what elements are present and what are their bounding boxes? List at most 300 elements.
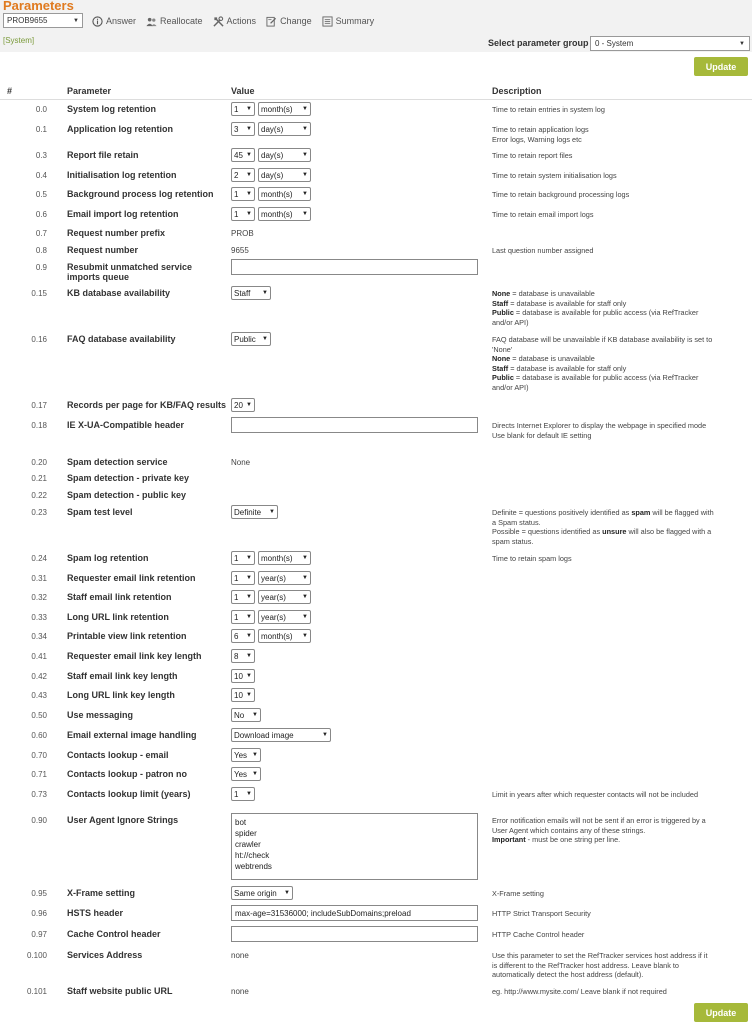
description-text: will be flagged with a Spam status.	[492, 508, 714, 527]
unit-select-value: month(s)	[261, 104, 293, 114]
parameter-name: Records per page for KB/FAQ results	[67, 400, 227, 410]
parameter-value	[231, 505, 278, 519]
description-text: Definite = questions positively identified as	[492, 508, 632, 517]
parameter-name: Application log retention	[67, 124, 173, 134]
value-select-value: 10	[234, 690, 243, 700]
parameter-number: 0.6	[35, 210, 47, 219]
value-select[interactable]	[231, 787, 255, 801]
chevron-down-icon: ▼	[246, 211, 252, 217]
value-select-value: 6	[234, 631, 239, 641]
parameter-value	[231, 551, 311, 565]
parameter-value	[231, 886, 293, 900]
parameter-number: 0.73	[31, 790, 47, 799]
description-line: Error logs, Warning logs etc	[492, 134, 582, 144]
parameter-description	[492, 125, 714, 144]
chevron-down-icon: ▼	[246, 575, 252, 581]
answer-button[interactable]	[92, 14, 136, 28]
description-line: Time to retain report files	[492, 151, 573, 160]
parameter-number: 0.7	[35, 229, 47, 238]
group-select-value: 0 - System	[595, 39, 634, 48]
value-select-value: 2	[234, 170, 239, 180]
parameter-value	[231, 187, 311, 201]
parameter-value	[231, 332, 271, 346]
edit-icon	[266, 16, 277, 27]
parameter-description	[492, 909, 714, 919]
answer-label: Answer	[106, 16, 137, 26]
value-select[interactable]	[231, 590, 255, 604]
parameter-number: 0.90	[31, 816, 47, 825]
parameter-number: 0.24	[31, 554, 47, 563]
parameter-name: KB database availability	[67, 288, 171, 298]
problem-select[interactable]	[3, 13, 83, 28]
parameter-name: HSTS header	[67, 908, 124, 918]
chevron-down-icon: ▼	[246, 402, 252, 408]
parameter-number: 0.70	[31, 751, 47, 760]
unit-select[interactable]	[258, 122, 311, 136]
unit-select-value: year(s)	[261, 573, 286, 583]
description-text: = database is available for staff only	[508, 298, 627, 308]
value-select[interactable]	[231, 708, 261, 722]
parameter-name: Contacts lookup limit (years)	[67, 789, 191, 799]
parameter-name: Staff website public URL	[67, 986, 173, 996]
parameter-number: 0.101	[26, 987, 47, 996]
parameter-number: 0.16	[31, 335, 47, 344]
unit-select-value: month(s)	[261, 189, 293, 199]
value-select-value: 3	[234, 124, 239, 134]
value-select[interactable]	[231, 610, 255, 624]
parameter-name: User Agent Ignore Strings	[67, 815, 179, 825]
unit-select-value: month(s)	[261, 553, 293, 563]
description-line: HTTP Cache Control header	[492, 930, 585, 939]
chevron-down-icon: ▼	[246, 653, 252, 659]
parameter-name: Background process log retention	[67, 189, 214, 199]
parameter-number: 0.95	[31, 889, 47, 898]
unit-select-value: month(s)	[261, 209, 293, 219]
column-header-num: #	[7, 86, 13, 96]
chevron-down-icon: ▼	[246, 106, 252, 112]
value-select-value: Same origin	[234, 888, 277, 898]
parameter-name: Contacts lookup - patron no	[67, 769, 187, 779]
value-select[interactable]	[231, 571, 255, 585]
chevron-down-icon: ▼	[246, 614, 252, 620]
parameter-number: 0.60	[31, 731, 47, 740]
value-select-value: Download image	[234, 730, 294, 740]
parameter-value	[231, 767, 261, 781]
description-line	[492, 299, 714, 309]
value-select[interactable]	[231, 122, 255, 136]
parameter-description	[492, 246, 714, 256]
parameter-value	[231, 259, 478, 275]
column-header-value: Value	[231, 86, 255, 96]
parameter-value	[231, 286, 271, 300]
value-select[interactable]	[231, 207, 255, 221]
description-term: unsure	[602, 527, 627, 536]
value-select-value: 10	[234, 671, 243, 681]
parameter-description	[492, 190, 714, 200]
column-header-parameter: Parameter	[67, 86, 112, 96]
parameter-description	[492, 105, 714, 115]
parameter-value	[231, 122, 311, 136]
parameter-description	[492, 421, 714, 440]
chevron-down-icon: ▼	[302, 594, 308, 600]
parameter-value	[231, 398, 255, 412]
parameter-value	[231, 649, 255, 663]
unit-select[interactable]	[258, 148, 311, 162]
textarea-line: bot	[235, 818, 247, 827]
unit-select-value: day(s)	[261, 124, 284, 134]
unit-select[interactable]	[258, 187, 311, 201]
update-button-bottom[interactable]: Update	[694, 1003, 748, 1022]
description-text: = database is available for public access (via RefTracker and/or API)	[492, 308, 699, 327]
parameter-description	[492, 951, 714, 980]
parameter-value	[231, 610, 311, 624]
textarea-line: ht://check	[235, 851, 270, 860]
value-select-value: Public	[234, 334, 256, 344]
value-select-value: Definite	[234, 507, 262, 517]
parameter-name: Requester email link retention	[67, 573, 196, 583]
group-select-label: Select parameter group	[488, 38, 589, 48]
parameter-number: 0.5	[35, 190, 47, 199]
description-line	[492, 364, 714, 374]
parameter-value	[231, 417, 478, 433]
parameter-name: Requester email link key length	[67, 651, 202, 661]
chevron-down-icon: ▼	[302, 633, 308, 639]
parameter-number: 0.43	[31, 691, 47, 700]
description-text: = database is available for public access (via RefTracker and/or API)	[492, 373, 699, 392]
value-select-value: No	[234, 710, 245, 720]
chevron-down-icon: ▼	[739, 40, 745, 47]
parameter-description	[492, 987, 714, 997]
parameter-name: Use messaging	[67, 710, 134, 720]
value-select[interactable]	[231, 102, 255, 116]
parameter-description	[492, 151, 714, 161]
parameter-value-text: PROB	[231, 229, 254, 238]
actions-button[interactable]	[213, 14, 257, 28]
parameter-value-text: none	[231, 951, 249, 960]
document-icon	[322, 16, 333, 27]
parameter-name: Services Address	[67, 950, 143, 960]
parameter-number: 0.23	[31, 508, 47, 517]
parameter-number: 0.4	[35, 171, 47, 180]
toolbar	[92, 14, 374, 28]
parameter-number: 0.50	[31, 711, 47, 720]
description-line: Time to retain spam logs	[492, 554, 572, 563]
chevron-down-icon: ▼	[246, 555, 252, 561]
parameter-value	[231, 148, 311, 162]
parameter-value	[231, 813, 478, 880]
parameter-number: 0.42	[31, 672, 47, 681]
user-agent-textarea[interactable]	[231, 813, 478, 880]
parameter-description	[492, 930, 714, 940]
parameter-value	[231, 728, 331, 742]
unit-select-value: month(s)	[261, 631, 293, 641]
chevron-down-icon: ▼	[246, 126, 252, 132]
description-text: = database is unavailable	[510, 289, 595, 298]
parameter-number: 0.22	[31, 491, 47, 500]
parameter-name: Contacts lookup - email	[67, 750, 169, 760]
unit-select-value: year(s)	[261, 592, 286, 602]
parameter-name: Spam log retention	[67, 553, 149, 563]
unit-select[interactable]	[258, 610, 311, 624]
description-line: Use this parameter to set the RefTracker services host address if it is different to the RefTracker host address. Leave blank to automatically detect the host address (default).	[492, 951, 708, 979]
parameter-name: Staff email link key length	[67, 671, 178, 681]
parameter-group-select[interactable]	[590, 36, 750, 51]
parameter-number: 0.100	[26, 951, 47, 960]
description-line: eg. http://www.mysite.com/ Leave blank if not required	[492, 987, 667, 996]
value-select[interactable]	[231, 187, 255, 201]
tools-icon	[213, 16, 224, 27]
value-select-value: 8	[234, 651, 239, 661]
description-term: Staff	[492, 363, 509, 373]
value-select[interactable]	[231, 551, 255, 565]
parameter-name: Spam detection - private key	[67, 473, 190, 483]
chevron-down-icon: ▼	[262, 290, 268, 296]
parameter-name: Spam test level	[67, 507, 133, 517]
chevron-down-icon: ▼	[284, 890, 290, 896]
value-select[interactable]	[231, 688, 255, 702]
description-line: Last question number assigned	[492, 246, 594, 255]
summary-label: Summary	[335, 16, 375, 26]
parameter-description	[492, 508, 714, 546]
parameter-name: System log retention	[67, 104, 157, 114]
parameter-name: Spam detection service	[67, 457, 168, 467]
value-select-value: 1	[234, 209, 239, 219]
parameter-name: Staff email link retention	[67, 592, 172, 602]
header-divider	[0, 99, 752, 100]
description-line: Directs Internet Explorer to display the webpage in specified mode	[492, 421, 707, 430]
change-button[interactable]	[266, 14, 312, 28]
description-line: X-Frame setting	[492, 889, 544, 898]
unit-select-value: year(s)	[261, 612, 286, 622]
value-select[interactable]	[231, 398, 255, 412]
parameter-number: 0.33	[31, 613, 47, 622]
parameter-value-text: None	[231, 458, 251, 467]
value-select[interactable]	[231, 629, 255, 643]
description-text: = database is unavailable	[510, 354, 595, 363]
description-line: Time to retain entries in system log	[492, 105, 605, 114]
column-header-description: Description	[492, 86, 542, 96]
unit-select[interactable]	[258, 629, 311, 643]
value-select[interactable]	[231, 505, 278, 519]
parameter-value	[231, 688, 255, 702]
textarea-line: webtrends	[235, 862, 272, 871]
update-button-top[interactable]: Update	[694, 57, 748, 76]
parameter-number: 0.96	[31, 909, 47, 918]
description-term: Public	[492, 373, 514, 382]
description-line	[492, 373, 714, 392]
parameter-number: 0.18	[31, 421, 47, 430]
chevron-down-icon: ▼	[252, 712, 258, 718]
description-line: Use blank for default IE setting	[492, 430, 592, 440]
description-term: None	[492, 354, 511, 363]
parameter-value	[231, 708, 261, 722]
description-line: Error notification emails will not be sent if an error is triggered by a User Agent which contains any of these strings.	[492, 816, 706, 835]
value-select[interactable]	[231, 168, 255, 182]
parameter-value	[231, 905, 478, 921]
value-select[interactable]	[231, 286, 271, 300]
change-label: Change	[280, 16, 312, 26]
parameter-description	[492, 790, 714, 800]
summary-button[interactable]	[322, 14, 375, 28]
description-line: Time to retain email import logs	[492, 210, 594, 219]
chevron-down-icon: ▼	[322, 732, 328, 738]
value-select-value: 1	[234, 104, 239, 114]
chevron-down-icon: ▼	[269, 509, 275, 515]
description-text: will also be flagged with a spam status.	[492, 527, 712, 546]
value-select-value: 45	[234, 150, 243, 160]
chevron-down-icon: ▼	[246, 172, 252, 178]
parameter-number: 0.3	[35, 151, 47, 160]
parameter-value	[231, 207, 311, 221]
parameter-number: 0.17	[31, 401, 47, 410]
reallocate-label: Reallocate	[160, 16, 203, 26]
unit-select[interactable]	[258, 590, 311, 604]
unit-select[interactable]	[258, 571, 311, 585]
parameter-name: Cache Control header	[67, 929, 161, 939]
parameter-number: 0.8	[35, 246, 47, 255]
parameter-text-input[interactable]	[231, 417, 478, 433]
parameter-number: 0.32	[31, 593, 47, 602]
parameter-text-input[interactable]: max-age=31536000; includeSubDomains;preload	[231, 905, 478, 921]
value-select-value: Staff	[234, 288, 251, 298]
chevron-down-icon: ▼	[302, 152, 308, 158]
value-select-value: Yes	[234, 769, 248, 779]
parameter-number: 0.15	[31, 289, 47, 298]
unit-select-value: day(s)	[261, 170, 284, 180]
parameter-name: Printable view link retention	[67, 631, 187, 641]
reallocate-button[interactable]	[146, 14, 203, 28]
value-select[interactable]	[231, 728, 331, 742]
parameter-number: 0.31	[31, 574, 47, 583]
value-select-value: 1	[234, 789, 239, 799]
parameter-number: 0.71	[31, 770, 47, 779]
parameter-description	[492, 816, 714, 845]
users-icon	[146, 16, 157, 27]
description-term: None	[492, 289, 511, 298]
value-select[interactable]	[231, 669, 255, 683]
parameter-number: 0.1	[35, 125, 47, 134]
parameter-name: Long URL link key length	[67, 690, 175, 700]
description-line: Time to retain background processing logs	[492, 190, 630, 199]
parameter-value	[231, 787, 255, 801]
chevron-down-icon: ▼	[252, 752, 258, 758]
description-line: FAQ database will be unavailable if KB database availability is set to 'None'	[492, 335, 713, 354]
parameter-description	[492, 289, 714, 327]
chevron-down-icon: ▼	[262, 336, 268, 342]
parameter-description	[492, 554, 714, 564]
chevron-down-icon: ▼	[246, 152, 252, 158]
textarea-line: spider	[235, 829, 257, 838]
parameter-number: 0.20	[31, 458, 47, 467]
description-line	[492, 289, 714, 299]
value-select-value: Yes	[234, 750, 248, 760]
description-text: Possible = questions identified as	[492, 527, 603, 536]
value-select-value: 1	[234, 612, 239, 622]
description-line: Limit in years after which requester contacts will not be included	[492, 790, 699, 799]
chevron-down-icon: ▼	[302, 106, 308, 112]
info-icon	[92, 16, 103, 27]
chevron-down-icon: ▼	[302, 614, 308, 620]
parameter-value-text: 9655	[231, 246, 249, 255]
parameter-name: Spam detection - public key	[67, 490, 187, 500]
chevron-down-icon: ▼	[302, 126, 308, 132]
parameter-name: FAQ database availability	[67, 334, 176, 344]
parameter-number: 0.41	[31, 652, 47, 661]
value-select[interactable]	[231, 748, 261, 762]
description-term: Public	[492, 308, 514, 317]
unit-select[interactable]	[258, 102, 311, 116]
value-select[interactable]	[231, 649, 255, 663]
breadcrumb[interactable]: [System]	[3, 36, 35, 45]
parameter-name: Request number	[67, 245, 139, 255]
parameter-value	[231, 926, 478, 942]
value-select[interactable]	[231, 148, 255, 162]
page-title: Parameters	[3, 0, 74, 13]
description-line: HTTP Strict Transport Security	[492, 909, 591, 918]
chevron-down-icon: ▼	[73, 17, 79, 24]
parameter-value	[231, 590, 311, 604]
unit-select[interactable]	[258, 207, 311, 221]
parameter-number: 0.9	[35, 263, 47, 272]
description-line	[492, 308, 714, 327]
value-select[interactable]	[231, 767, 261, 781]
value-select[interactable]	[231, 332, 271, 346]
parameter-name: Initialisation log retention	[67, 170, 177, 180]
textarea-line: crawler	[235, 840, 261, 849]
parameter-description	[492, 210, 714, 220]
unit-select-value: day(s)	[261, 150, 284, 160]
parameter-value	[231, 102, 311, 116]
chevron-down-icon: ▼	[246, 594, 252, 600]
parameter-number: 0.0	[35, 105, 47, 114]
chevron-down-icon: ▼	[302, 555, 308, 561]
parameter-value	[231, 669, 255, 683]
parameter-name: IE X-UA-Compatible header	[67, 420, 185, 430]
chevron-down-icon: ▼	[246, 673, 252, 679]
description-term: Important	[492, 835, 526, 844]
parameter-text-input[interactable]	[231, 926, 478, 942]
unit-select[interactable]	[258, 168, 311, 182]
description-line	[492, 527, 714, 546]
value-select[interactable]	[231, 886, 293, 900]
parameter-name: Request number prefix	[67, 228, 166, 238]
chevron-down-icon: ▼	[246, 791, 252, 797]
chevron-down-icon: ▼	[302, 211, 308, 217]
parameter-text-input[interactable]	[231, 259, 478, 275]
parameter-name: Email import log retention	[67, 209, 179, 219]
value-select-value: 1	[234, 553, 239, 563]
description-text: = database is available for staff only	[508, 363, 627, 373]
parameter-value	[231, 748, 261, 762]
parameter-name: Report file retain	[67, 150, 139, 160]
chevron-down-icon: ▼	[302, 575, 308, 581]
parameter-number: 0.34	[31, 632, 47, 641]
parameter-value-text: none	[231, 987, 249, 996]
parameter-name: Resubmit unmatched service imports queue	[67, 262, 193, 282]
description-line: Time to retain system initialisation logs	[492, 171, 617, 180]
parameter-number: 0.97	[31, 930, 47, 939]
chevron-down-icon: ▼	[246, 633, 252, 639]
description-line	[492, 354, 714, 364]
chevron-down-icon: ▼	[246, 692, 252, 698]
value-select-value: 1	[234, 189, 239, 199]
unit-select[interactable]	[258, 551, 311, 565]
parameter-value	[231, 168, 311, 182]
parameter-description	[492, 335, 714, 392]
parameter-name: Long URL link retention	[67, 612, 169, 622]
parameter-name: X-Frame setting	[67, 888, 136, 898]
chevron-down-icon: ▼	[246, 191, 252, 197]
